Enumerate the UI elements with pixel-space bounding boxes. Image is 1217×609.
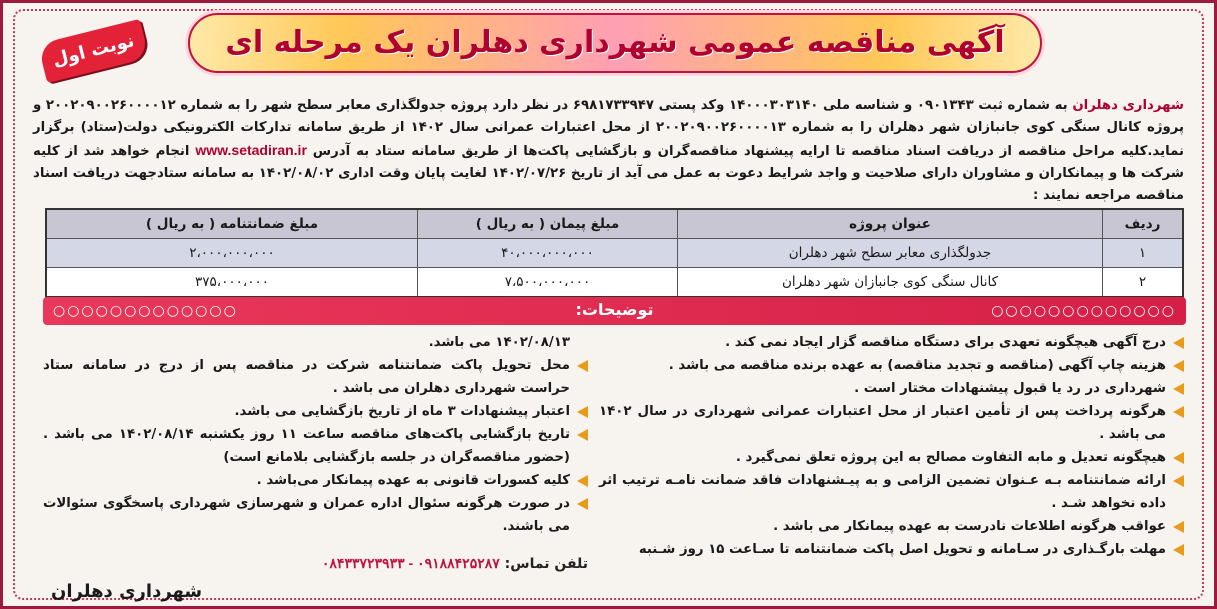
row-title: جدولگذاری معابر سطح شهر دهلران: [677, 239, 1102, 267]
note-item: [599, 400, 1184, 446]
intro-line-3b: انجام خواهد شد از کلیه شرکت ها و پیمانکاران: [33, 144, 1184, 181]
intro-paragraph: [33, 95, 1184, 207]
arrow-icon: [1173, 452, 1184, 464]
row-amount: ۷،۵۰۰،۰۰۰،۰۰۰: [417, 268, 677, 296]
arrow-icon: [1173, 383, 1184, 395]
arrow-icon: [577, 429, 588, 441]
note-text: اعتبار پیشنهادات ۳ ماه از تاریخ بازگشایی می باشد.: [234, 404, 570, 419]
note-item: [599, 446, 1184, 469]
intro-line-1: به شماره ثبت ۰۹۰۱۳۴۳ و شناسه ملی ۱۴۰۰۰۳۰۳۱۴۰ وکد پستی ۶۹۸۱۷۳۳۹۴۷ در نظر دارد پروژه جدولگذاری معابر سطح شهر را به شماره ۲۰۰۲۰۹۰۰۲۶۰۰۰۰۱۲: [45, 98, 1073, 113]
phone-number-2[interactable]: ۰۹۱۸۸۴۲۵۲۸۷: [417, 555, 500, 571]
notes-title: توضیحات:: [575, 300, 654, 319]
dots-decoration: ○○○○○○○○○○○○○: [991, 303, 1176, 319]
note-item: [599, 538, 1184, 561]
round-badge: نوبت اول: [38, 19, 150, 83]
note-item: [599, 515, 1184, 538]
contact-line: [43, 555, 588, 572]
arrow-icon: [1173, 544, 1184, 556]
note-text: در صورت هرگونه سئوال اداره عمران و شهرسازی شهرداری پاسخگوی سئوالات می باشند.: [43, 496, 570, 534]
arrow-icon: [1173, 360, 1184, 372]
row-guarantee: ۲،۰۰۰،۰۰۰،۰۰۰: [189, 245, 275, 261]
table-header-row: [47, 210, 1182, 239]
arrow-icon: [577, 475, 588, 487]
intro-line-4: و مشاوران دارای صلاحیت و واجد شرایط دعوت به عمل می آید از تاریخ ۱۴۰۲/۰۷/۲۶ لغایت پایان وقت اداری ۱۴۰۲/۰۸/۰۲ به سامانه ستادجهت دریافت اسناد مناقصه مراجعه نمایند :: [33, 166, 1184, 203]
intro-line-3a: مراحل مناقصه از دریافت اسناد مناقصه تا ارایه پیشنهاد مناقصه‌گران و بازگشایی پاکت‌ها از طریق سامانه ستاد به آدرس: [312, 144, 1115, 159]
note-text: هرگونه پرداخت پس از تأمین اعتبار از محل اعتبارات عمرانی شهرداری در سال ۱۴۰۲ می باشد .: [599, 404, 1166, 442]
note-item: [599, 331, 1184, 354]
note-text: هزینه چاپ آگهی (مناقصه و تجدید مناقصه) به عهده برنده مناقصه می باشد .: [668, 358, 1166, 373]
note-text: شهرداری در رد یا قبول پیشنهادات مختار است .: [854, 381, 1166, 396]
arrow-icon: [1173, 406, 1184, 418]
header-index: ردیف: [1102, 210, 1182, 238]
website-link[interactable]: www.setadiran.ir: [195, 142, 307, 158]
signature: شهرداری دهلران: [51, 581, 203, 602]
table-row: [47, 268, 1182, 296]
note-item: [43, 469, 588, 492]
row-index: ۱: [1102, 239, 1182, 267]
notes-left-column: [43, 331, 588, 538]
note-text: درج آگهی هیچگونه تعهدی برای دستگاه مناقصه گزار ایجاد نمی کند .: [725, 335, 1166, 350]
arrow-icon: [577, 360, 588, 372]
arrow-icon: [1173, 337, 1184, 349]
note-text: مهلت بارگـذاری در سـامانه و تحویل اصل پاکت ضمانتنامه تا سـاعت ۱۵ روز شـنبه: [638, 542, 1166, 557]
note-item: [43, 354, 588, 400]
page-title: آگهی مناقصه عمومی شهرداری دهلران یک مرحله ای: [225, 25, 1005, 60]
notes-header-bar: [43, 297, 1186, 325]
phone-label: تلفن تماس:: [504, 556, 588, 572]
note-text: کلیه کسورات قانونی به عهده پیمانکار می‌باشد .: [256, 473, 570, 488]
header-title: عنوان پروژه: [677, 210, 1102, 238]
note-item: [599, 354, 1184, 377]
note-item: [599, 377, 1184, 400]
note-text: عواقب هرگونه اطلاعات نادرست به عهده پیمانکار می باشد .: [773, 519, 1166, 534]
arrow-icon: [1173, 521, 1184, 533]
table-row: [47, 239, 1182, 268]
note-item: [43, 492, 588, 538]
dots-decoration: ○○○○○○○○○○○○○: [53, 303, 238, 319]
org-name: شهرداری دهلران: [1072, 98, 1184, 113]
note-text: ارائه ضمانتنامه بـه عـنوان تضمین الزامی و به پیـشنهادات فاقد ضمانت نامـه ترتیب اثر داده نخواهد شـد .: [599, 473, 1166, 511]
note-item: [43, 400, 588, 423]
notes-right-column: [599, 331, 1184, 561]
arrow-icon: [1173, 475, 1184, 487]
arrow-icon: [577, 498, 588, 510]
note-continuation: [43, 331, 588, 354]
note-item: [599, 469, 1184, 515]
row-index: ۲: [1102, 268, 1182, 296]
header-guarantee: مبلغ ضمانتنامه ( به ریال ): [145, 216, 319, 232]
phone-number-1[interactable]: ۰۸۴۳۳۷۲۳۹۳۳: [321, 555, 405, 571]
note-text: ۱۴۰۲/۰۸/۱۳ می باشد.: [428, 335, 570, 350]
projects-table: [45, 208, 1184, 298]
phone-separator: -: [404, 555, 418, 571]
header-amount: مبلغ پیمان ( به ریال ): [417, 210, 677, 238]
note-text: محل تحویل پاکت ضمانتنامه شرکت در مناقصه پس از درج در سامانه ستاد حراست شهرداری دهلران می باشد .: [43, 358, 570, 396]
intro-line-2: و پروژه کانال سنگی کوی جانبازان شهر دهلران را به شماره ۲۰۰۲۰۹۰۰۲۶۰۰۰۰۱۳ از محل اعتبارات عمرانی سال ۱۴۰۲ از طریق سامانه تدارکات الکترونیکی دولت(ستاد) برگزار نماید.کلیه: [33, 98, 1185, 159]
note-text: تاریخ بازگشایی پاکت‌های مناقصه ساعت ۱۱ روز یکشنبه ۱۴۰۲/۰۸/۱۴ می باشد . (حضور مناقصه‌گران در جلسه بازگشایی بلامانع است): [43, 427, 571, 465]
row-amount: ۴۰،۰۰۰،۰۰۰،۰۰۰: [417, 239, 677, 267]
row-title: کانال سنگی کوی جانبازان شهر دهلران: [677, 268, 1102, 296]
note-text: هیچگونه تعدیل و مابه التفاوت مصالح به این پروژه تعلق نمی‌گیرد .: [735, 450, 1166, 465]
arrow-icon: [577, 406, 588, 418]
note-item: [43, 423, 588, 469]
row-guarantee: ۳۷۵،۰۰۰،۰۰۰: [195, 274, 269, 290]
title-banner: [188, 13, 1042, 73]
